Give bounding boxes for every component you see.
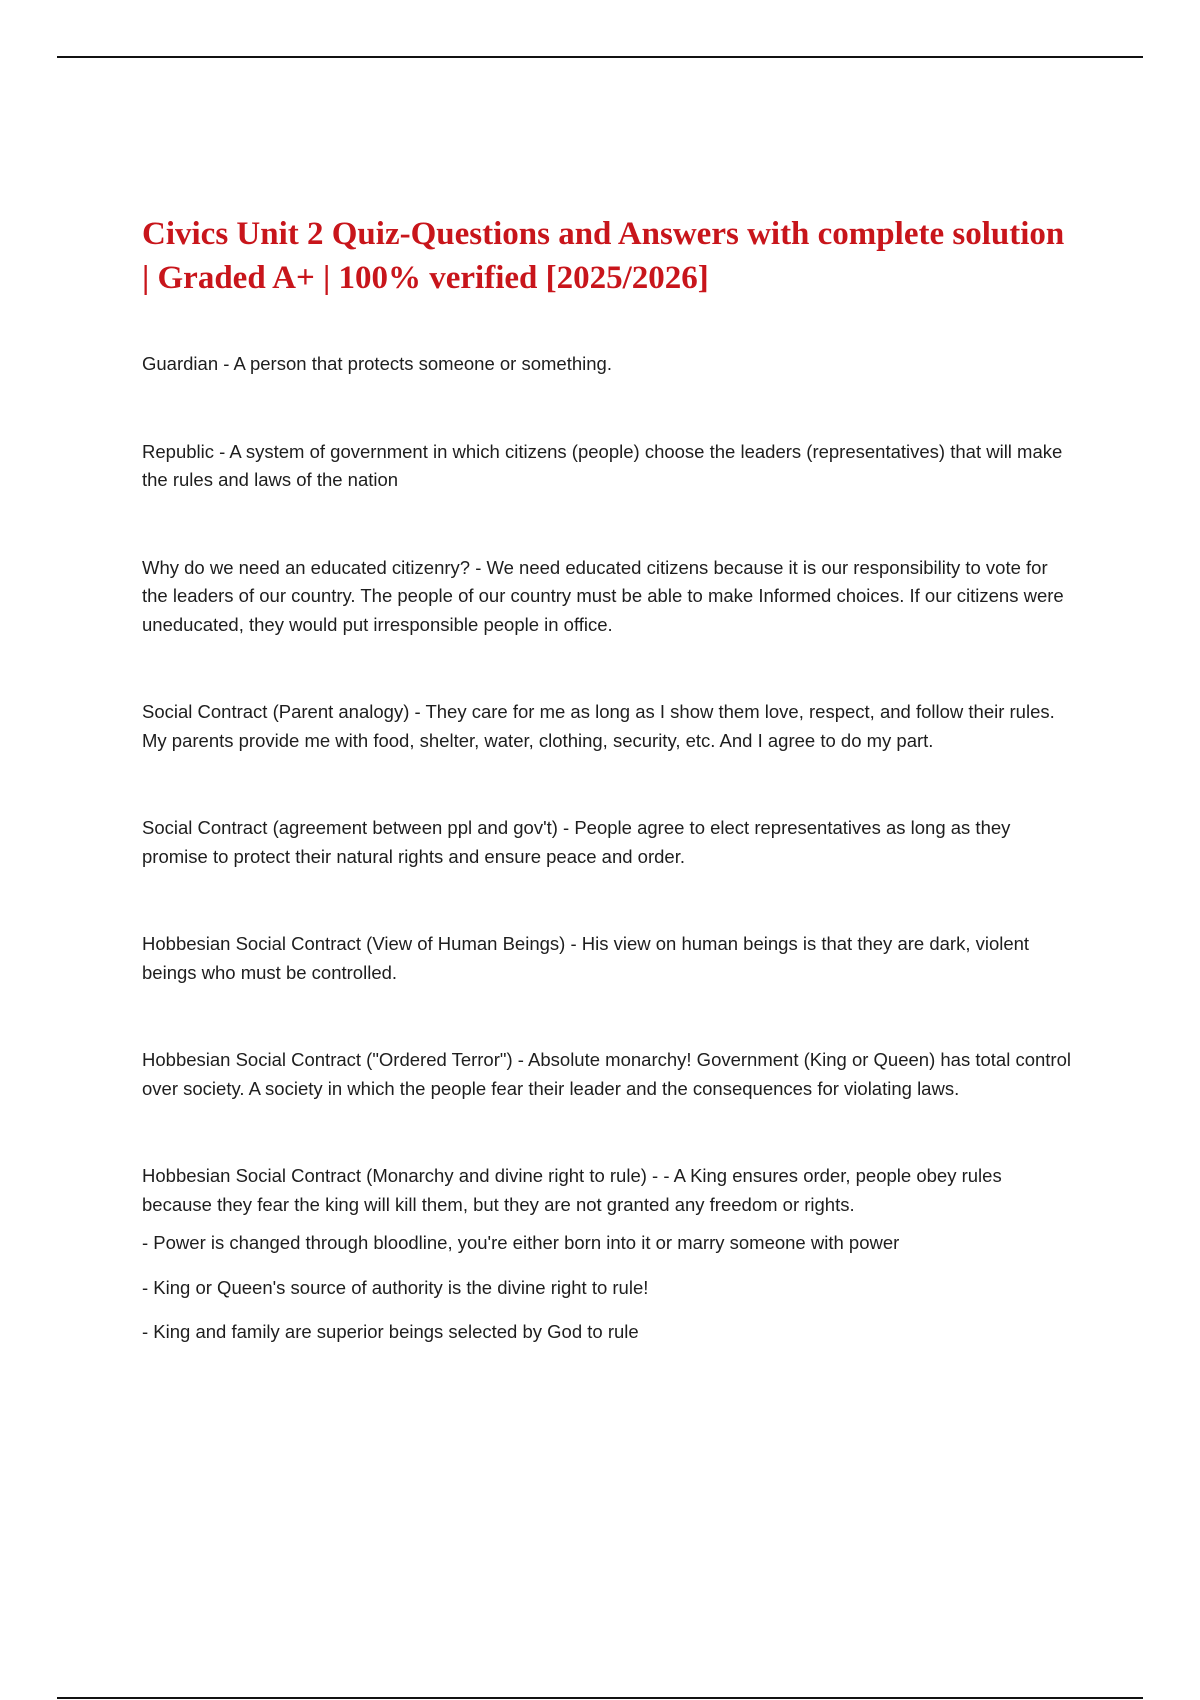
document-title: Civics Unit 2 Quiz-Questions and Answers with complete solution | Graded A+ | 100% verified [2025/2026] — [142, 216, 1065, 296]
document-body — [142, 212, 1072, 1363]
bullet-item: - King and family are superior beings selected by God to rule — [142, 1321, 639, 1342]
qa-entry-educated-citizenry: Why do we need an educated citizenry? - We need educated citizens because it is our responsibility to vote for the leaders of our country. The people of our country must be able to make Informed choices. If our citizens were uneducated, they would put irresponsible people in office. — [142, 556, 1064, 635]
qa-entry-hobbesian-human-beings: Hobbesian Social Contract (View of Human Beings) - His view on human beings is that they are dark, violent beings who must be controlled. — [142, 933, 1030, 983]
qa-entry-hobbesian-ordered-terror: Hobbesian Social Contract ("Ordered Terror") - Absolute monarchy! Government (King or Queen) has total control over society. A society in which the people fear their leader and the consequences for violating laws. — [142, 1049, 1071, 1099]
qa-entry-social-contract-parent: Social Contract (Parent analogy) - They care for me as long as I show them love, respect, and follow their rules. My parents provide me with food, shelter, water, clothing, security, etc. And I agree to do my part. — [142, 701, 1055, 751]
top-rule — [57, 56, 1143, 58]
qa-entry-republic: Republic - A system of government in which citizens (people) choose the leaders (representatives) that will make the rules and laws of the nation — [142, 440, 1063, 490]
qa-entry-hobbesian-monarchy: Hobbesian Social Contract (Monarchy and divine right to rule) - - A King ensures order, people obey rules because they fear the king will kill them, but they are not granted any freedom or rights. — [142, 1165, 1002, 1215]
qa-list — [142, 350, 1072, 1347]
bullet-item: - King or Queen's source of authority is the divine right to rule! — [142, 1276, 649, 1298]
qa-entry-social-contract-agreement: Social Contract (agreement between ppl and gov't) - People agree to elect representatives as long as they promise to protect their natural rights and ensure peace and order. — [142, 817, 1011, 867]
bullet-item: - Power is changed through bloodline, you're either born into it or marry someone with power — [142, 1232, 900, 1253]
bottom-rule — [57, 1697, 1143, 1699]
qa-entry-guardian: Guardian - A person that protects someone or something. — [142, 353, 612, 374]
